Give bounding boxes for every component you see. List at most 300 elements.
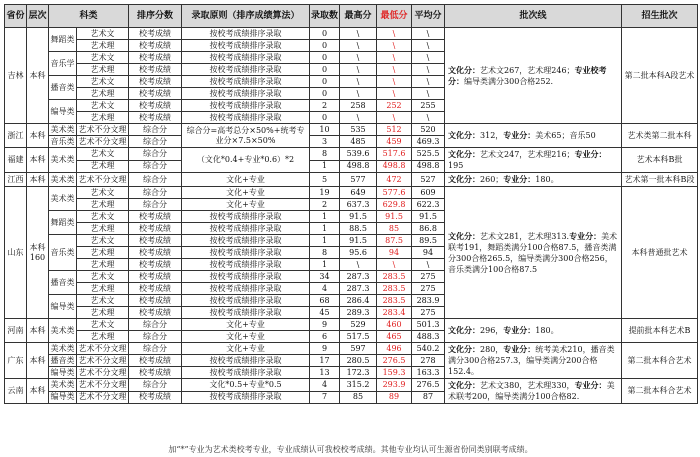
avg-cell: \ (412, 259, 445, 271)
min-cell: 283.5 (377, 283, 412, 295)
min-cell: 496 (377, 343, 412, 355)
header-max: 最高分 (340, 5, 377, 28)
sort-score-cell: 校考成绩 (129, 355, 182, 367)
max-cell: 88.5 (340, 223, 377, 235)
sort-score-cell: 校考成绩 (129, 295, 182, 307)
count-cell: 13 (310, 367, 340, 379)
rule-cell: 按校考成绩排序录取 (182, 355, 310, 367)
avg-cell: 255 (412, 100, 445, 112)
count-cell: 3 (310, 136, 340, 148)
level-cell: 本科 (27, 148, 49, 173)
count-cell: 2 (310, 100, 340, 112)
rule-cell: 按校考成绩排序录取 (182, 28, 310, 40)
category-cell: 美术类 (49, 173, 77, 187)
sort-score-cell: 校考成绩 (129, 223, 182, 235)
text: 艺术文267，艺术理246； (480, 65, 575, 75)
min-cell: 283.5 (377, 271, 412, 283)
admissions-table-wrap (4, 4, 697, 454)
rule-cell: 按校考成绩排序录取 (182, 307, 310, 319)
subject-cell: 艺术理 (77, 40, 129, 52)
text: 美术联考200，编导类满分100合格82. (448, 381, 615, 401)
category-cell: 播音类 (49, 76, 77, 100)
rule-cell: 按校考成绩排序录取 (182, 88, 310, 100)
avg-cell: 275 (412, 307, 445, 319)
level-cell: 本科 (27, 173, 49, 187)
level-cell: 本科 (27, 379, 49, 404)
max-cell: 287.3 (340, 283, 377, 295)
category-cell: 美术类 (49, 187, 77, 211)
batch-cell: 本科普通批艺术 (622, 187, 698, 319)
rule-cell: 文化+专业 (182, 343, 310, 355)
level-cell: 本科 (27, 343, 49, 379)
subject-cell: 艺术理 (77, 199, 129, 211)
sort-score-cell: 综合分 (129, 343, 182, 355)
label: 文化分： (448, 174, 481, 184)
max-cell: \ (340, 112, 377, 124)
count-cell: 0 (310, 112, 340, 124)
text: 艺术文380，艺术理330， (480, 381, 575, 390)
header-category: 科类 (49, 5, 129, 28)
category-cell: 编导类 (49, 391, 77, 404)
max-cell: 91.5 (340, 235, 377, 247)
category-cell: 编导类 (49, 100, 77, 124)
max-cell: 535 (340, 124, 377, 136)
batch-line-cell (445, 173, 622, 187)
sort-score-cell: 校考成绩 (129, 367, 182, 379)
avg-cell: \ (412, 28, 445, 40)
min-cell: 465 (377, 331, 412, 343)
label: 专业分： (503, 174, 536, 184)
min-cell: 283.5 (377, 295, 412, 307)
province-cell: 山东 (5, 187, 27, 319)
batch-cell: 艺术本科B批 (622, 148, 698, 173)
rule-cell: 按校考成绩排序录取 (182, 391, 310, 404)
province-cell: 云南 (5, 379, 27, 404)
count-cell: 8 (310, 247, 340, 259)
label: 文化分： (448, 230, 481, 241)
subject-cell: 艺术文 (77, 235, 129, 247)
avg-cell: 498.8 (412, 160, 445, 173)
level-cell: 本科 (27, 319, 49, 343)
text: 艺术文281，艺术理313. (480, 231, 570, 241)
label: 文化分： (448, 325, 481, 335)
sort-score-cell: 综合分 (129, 173, 182, 187)
rule-cell: 按校考成绩排序录取 (182, 223, 310, 235)
table-row (5, 148, 698, 161)
count-cell: 45 (310, 307, 340, 319)
province-cell: 江西 (5, 173, 27, 187)
avg-cell: 94 (412, 247, 445, 259)
batch-line-cell (445, 187, 622, 319)
batch-line-cell (445, 379, 622, 404)
max-cell: 91.5 (340, 211, 377, 223)
batch-cell: 艺术第一批本科B段 (622, 173, 698, 187)
rule-cell: 按校考成绩排序录取 (182, 367, 310, 379)
rule-cell: 按校考成绩排序录取 (182, 283, 310, 295)
sort-score-cell: 综合分 (129, 148, 182, 161)
count-cell: 0 (310, 40, 340, 52)
subject-cell: 艺术文 (77, 319, 129, 331)
max-cell: \ (340, 64, 377, 76)
subject-cell: 艺术不分文理 (77, 391, 129, 404)
avg-cell: 520 (412, 124, 445, 136)
min-cell: \ (377, 64, 412, 76)
count-cell: 1 (310, 259, 340, 271)
category-cell: 编导类 (49, 295, 77, 319)
province-cell: 吉林 (5, 28, 27, 124)
subject-cell: 艺术理 (77, 64, 129, 76)
text: 艺术文247，艺术理216； (480, 150, 575, 159)
count-cell: 4 (310, 283, 340, 295)
text: 统考美术210，播音类满分300合格257.3，编导类满分200合格152.4。 (448, 345, 615, 376)
header-row (5, 5, 698, 28)
category-cell: 音乐类 (49, 235, 77, 271)
sort-score-cell: 校考成绩 (129, 247, 182, 259)
count-cell: 9 (310, 343, 340, 355)
count-cell: 2 (310, 199, 340, 211)
subject-cell: 艺术不分文理 (77, 355, 129, 367)
header-sort-score: 排序分数 (129, 5, 182, 28)
footnote: 加“*”专业为艺术类校考专业，专业成绩认可我校校考成绩。其他专业均认可生源省份同类别联考成绩。 (168, 445, 533, 454)
sort-score-cell: 综合分 (129, 331, 182, 343)
max-cell: \ (340, 76, 377, 88)
min-cell: 87.5 (377, 235, 412, 247)
count-cell: 10 (310, 124, 340, 136)
max-cell: \ (340, 40, 377, 52)
count-cell: 0 (310, 88, 340, 100)
subject-cell: 艺术文 (77, 148, 129, 161)
max-cell: 597 (340, 343, 377, 355)
sort-score-cell: 校考成绩 (129, 391, 182, 404)
subject-cell: 艺术文 (77, 100, 129, 112)
sort-score-cell: 校考成绩 (129, 235, 182, 247)
header-batch-line: 批次线 (445, 5, 622, 28)
max-cell: 280.5 (340, 355, 377, 367)
label: 专业校考分： (448, 64, 607, 86)
rule-cell: 按校考成绩排序录取 (182, 40, 310, 52)
sort-score-cell: 校考成绩 (129, 64, 182, 76)
max-cell: 258 (340, 100, 377, 112)
category-cell: 播音类 (50, 355, 75, 365)
header-count: 录取数 (310, 5, 340, 28)
max-cell: 637.3 (340, 199, 377, 211)
subject-cell: 艺术文 (77, 295, 129, 307)
sort-score-cell: 校考成绩 (129, 28, 182, 40)
max-cell: 517.5 (340, 331, 377, 343)
subject-cell: 艺术不分文理 (77, 379, 129, 392)
min-cell: \ (377, 40, 412, 52)
subject-cell: 艺术理 (77, 331, 129, 343)
category-cell: 音乐类 (50, 136, 75, 146)
avg-cell: 87 (412, 391, 445, 404)
province-cell: 浙江 (5, 124, 27, 148)
max-cell: 539.6 (340, 148, 377, 161)
text: 编导类满分300合格252. (464, 76, 554, 86)
rule-cell: 按校考成绩排序录取 (182, 211, 310, 223)
sort-score-cell: 综合分 (129, 124, 182, 136)
avg-cell: 163.3 (412, 367, 445, 379)
min-cell: 293.9 (377, 379, 412, 392)
avg-cell: 278 (412, 355, 445, 367)
avg-cell: 89.5 (412, 235, 445, 247)
rule-cell: 按校考成绩排序录取 (182, 112, 310, 124)
category-cell: 美术类 (50, 124, 75, 134)
count-cell: 68 (310, 295, 340, 307)
max-cell: \ (340, 259, 377, 271)
label: 专业分： (574, 149, 607, 159)
label: 专业分： (574, 380, 607, 390)
batch-cell: 提前批本科艺术B (622, 319, 698, 343)
count-cell: 6 (310, 331, 340, 343)
rule-cell: 文化+专业 (182, 187, 310, 199)
sort-score-cell: 校考成绩 (129, 40, 182, 52)
subject-cell: 艺术理 (77, 223, 129, 235)
sort-score-cell: 校考成绩 (129, 52, 182, 64)
batch-line-cell (445, 319, 622, 343)
province-cell: 福建 (5, 148, 27, 173)
category-cell: 编导类 (50, 367, 75, 377)
rule-cell: 按校考成绩排序录取 (182, 52, 310, 64)
subject-cell: 艺术理 (77, 307, 129, 319)
batch-line-cell (445, 343, 622, 379)
min-cell: 85 (377, 223, 412, 235)
avg-cell: 488.3 (412, 331, 445, 343)
sort-score-cell: 校考成绩 (129, 88, 182, 100)
subject-cell: 艺术文 (77, 28, 129, 40)
max-cell: 577 (340, 173, 377, 187)
count-cell: 0 (310, 28, 340, 40)
text: 180。 (535, 175, 559, 184)
category-cell: 美术类 (49, 379, 77, 392)
label: 专业分： (503, 325, 536, 335)
rule-cell: 按校考成绩排序录取 (182, 271, 310, 283)
subject-cell: 艺术不分文理 (77, 343, 129, 355)
min-cell: 459 (377, 136, 412, 148)
category-cell: 美术类 (50, 343, 75, 353)
count-cell: 5 (310, 173, 340, 187)
count-cell: 1 (310, 211, 340, 223)
min-cell: 498.8 (377, 160, 412, 173)
min-cell: 276.5 (377, 355, 412, 367)
table-row (5, 124, 698, 136)
min-cell: 91.5 (377, 211, 412, 223)
max-cell: 172.3 (340, 367, 377, 379)
sort-score-cell: 校考成绩 (129, 112, 182, 124)
table-row (5, 28, 698, 40)
max-cell: 529 (340, 319, 377, 331)
text: 195 (448, 161, 464, 170)
min-cell: 629.8 (377, 199, 412, 211)
batch-cell: 艺术类第二批本科 (622, 124, 698, 148)
subject-cell: 艺术理 (77, 88, 129, 100)
subject-cell: 艺术理 (77, 247, 129, 259)
avg-cell: 609 (412, 187, 445, 199)
avg-cell: \ (412, 88, 445, 100)
min-cell: 460 (377, 319, 412, 331)
label: 文化分： (448, 64, 481, 75)
rule-cell: 按校考成绩排序录取 (182, 64, 310, 76)
count-cell: 0 (310, 64, 340, 76)
header-batch: 招生批次 (622, 5, 698, 28)
batch-cell: 第二批本科合艺术 (622, 379, 698, 404)
rule-cell: 按校考成绩排序录取 (182, 259, 310, 271)
rule-cell: 按校考成绩排序录取 (182, 247, 310, 259)
subject-cell: 艺术文 (77, 271, 129, 283)
text: 312， (480, 131, 504, 140)
max-cell: 287.3 (340, 271, 377, 283)
sort-score-cell: 校考成绩 (129, 283, 182, 295)
count-cell: 0 (310, 52, 340, 64)
avg-cell: 525.5 (412, 148, 445, 161)
min-cell: \ (377, 76, 412, 88)
rule-cell: 按校考成绩排序录取 (182, 295, 310, 307)
avg-cell: 86.8 (412, 223, 445, 235)
text: 260； (480, 175, 504, 184)
count-cell: 17 (310, 355, 340, 367)
avg-cell: 622.3 (412, 199, 445, 211)
table-row (5, 173, 698, 187)
avg-cell: 527 (412, 173, 445, 187)
category-cell: 播音类 (49, 271, 77, 295)
rule-cell: （文化*0.4+专业*0.6）*2 (182, 148, 310, 173)
batch-line-cell (445, 124, 622, 148)
max-cell: \ (340, 88, 377, 100)
max-cell: \ (340, 28, 377, 40)
avg-cell: \ (412, 64, 445, 76)
avg-cell: 275 (412, 283, 445, 295)
min-cell: 94 (377, 247, 412, 259)
min-cell: 89 (377, 391, 412, 404)
min-cell: 472 (377, 173, 412, 187)
label: 文化分： (448, 344, 481, 354)
avg-cell: \ (412, 52, 445, 64)
count-cell: 34 (310, 271, 340, 283)
batch-cell: 第二批本科合艺术 (622, 343, 698, 379)
sort-score-cell: 综合分 (129, 199, 182, 211)
avg-cell: 91.5 (412, 211, 445, 223)
header-min: 最低分 (377, 5, 412, 28)
sort-score-cell: 综合分 (129, 187, 182, 199)
max-cell: 85 (340, 391, 377, 404)
count-cell: 4 (310, 379, 340, 392)
batch-line-cell (445, 148, 622, 173)
table-row (5, 379, 698, 392)
count-cell: 0 (310, 76, 340, 88)
subject-cell: 艺术文 (77, 187, 129, 199)
text: 280， (480, 345, 504, 354)
min-cell: 252 (377, 100, 412, 112)
subject-cell: 艺术不分文理 (77, 367, 129, 379)
level-cell: 本科 (27, 124, 49, 148)
subject-cell: 艺术理 (77, 259, 129, 271)
category-cell: 舞蹈类 (49, 211, 77, 235)
header-level: 层次 (27, 5, 49, 28)
avg-cell: 275 (412, 271, 445, 283)
table-row (5, 187, 698, 199)
min-cell: \ (377, 52, 412, 64)
max-cell: \ (340, 52, 377, 64)
rule-cell: 按校考成绩排序录取 (182, 235, 310, 247)
rule-cell: 文化+专业 (182, 199, 310, 211)
count-cell: 1 (310, 223, 340, 235)
min-cell: \ (377, 88, 412, 100)
label: 专业分： (503, 130, 536, 140)
category-cell: 音乐学 (49, 52, 77, 76)
max-cell: 286.4 (340, 295, 377, 307)
rule-cell: 综合分=高考总分×50%+统考专业分×7.5×50% (182, 124, 310, 148)
sort-score-cell: 校考成绩 (129, 76, 182, 88)
max-cell: 315.2 (340, 379, 377, 392)
min-cell: 517.6 (377, 148, 412, 161)
sort-score-cell: 综合分 (129, 160, 182, 173)
subject-cell: 艺术理 (77, 160, 129, 173)
min-cell: \ (377, 112, 412, 124)
rule-cell: 按校考成绩排序录取 (182, 76, 310, 88)
level-cell: 本科 (27, 28, 49, 124)
header-rule: 录取原则（排序成绩算法） (182, 5, 310, 28)
batch-cell: 第二批本科A段艺术 (622, 28, 698, 124)
subject-cell: 艺术理 (77, 112, 129, 124)
header-province: 省份 (5, 5, 27, 28)
label: 专业分： (503, 344, 536, 354)
sort-score-cell: 校考成绩 (129, 271, 182, 283)
min-cell: 512 (377, 124, 412, 136)
rule-cell: 按校考成绩排序录取 (182, 100, 310, 112)
sort-score-cell: 校考成绩 (129, 211, 182, 223)
subject-cell: 艺术文 (77, 76, 129, 88)
sort-score-cell: 校考成绩 (129, 100, 182, 112)
max-cell: 95.6 (340, 247, 377, 259)
min-cell: 159.3 (377, 367, 412, 379)
header-avg: 平均分 (412, 5, 445, 28)
sort-score-cell: 综合分 (129, 136, 182, 148)
min-cell: 283.4 (377, 307, 412, 319)
count-cell: 1 (310, 160, 340, 173)
sort-score-cell: 校考成绩 (129, 307, 182, 319)
min-cell: 577.6 (377, 187, 412, 199)
subject-cell: 艺术不分文理 (77, 173, 129, 187)
count-cell: 9 (310, 319, 340, 331)
category-cell: 舞蹈类 (49, 28, 77, 52)
subject-cell: 艺术理 (77, 283, 129, 295)
rule-cell: 文化*0.5+专业*0.5 (182, 379, 310, 392)
text: 美术65；音乐50 (535, 131, 596, 140)
category-cell: 美术类 (49, 148, 77, 173)
min-cell: \ (377, 28, 412, 40)
province-cell: 广东 (5, 343, 27, 379)
text: 296， (480, 326, 504, 335)
avg-cell: 501.3 (412, 319, 445, 331)
text: 180。 (535, 326, 559, 335)
rule-cell: 文化+专业 (182, 331, 310, 343)
count-cell: 19 (310, 187, 340, 199)
max-cell: 498.8 (340, 160, 377, 173)
max-cell: 289.3 (340, 307, 377, 319)
avg-cell: 283.9 (412, 295, 445, 307)
count-cell: 7 (310, 391, 340, 404)
province-cell: 河南 (5, 319, 27, 343)
label: 文化分： (448, 380, 481, 390)
avg-cell: 469.3 (412, 136, 445, 148)
admissions-table (4, 4, 698, 404)
max-cell: 649 (340, 187, 377, 199)
avg-cell: \ (412, 40, 445, 52)
category-cell: 美术类 (49, 319, 77, 343)
count-cell: 1 (310, 235, 340, 247)
subject-cell: 艺术不分文理 (77, 136, 129, 148)
label: 文化分： (448, 130, 481, 140)
subject-cell: 艺术文 (77, 211, 129, 223)
